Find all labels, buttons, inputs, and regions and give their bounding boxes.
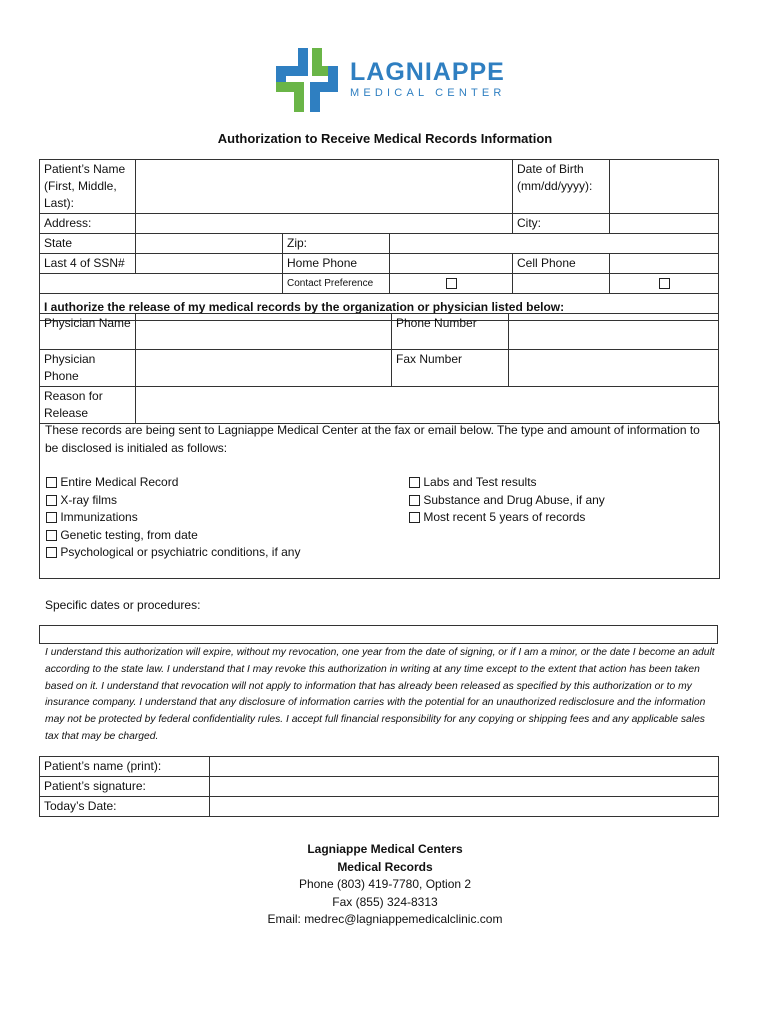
signature-field[interactable]: [210, 777, 719, 797]
dob-field[interactable]: [610, 160, 719, 214]
option-labs[interactable]: Labs and Test results: [409, 474, 605, 492]
specific-dates-label: Specific dates or procedures:: [45, 598, 201, 612]
checkbox-icon: [46, 512, 57, 523]
patient-name-field[interactable]: [136, 160, 513, 214]
patient-info-table: [39, 159, 719, 321]
contact-pref-label: Contact Preference: [283, 274, 390, 294]
ssn-label: Last 4 of SSN#: [40, 254, 136, 274]
cell-phone-field[interactable]: [610, 254, 719, 274]
dob-label: Date of Birth (mm/dd/yyyy):: [513, 160, 610, 214]
date-label: Today’s Date:: [40, 797, 210, 817]
signature-label: Patient’s signature:: [40, 777, 210, 797]
checkbox-icon: [409, 495, 420, 506]
reason-field[interactable]: [136, 387, 719, 424]
medical-cross-icon: [274, 46, 344, 116]
city-label: City:: [513, 214, 610, 234]
option-immunizations[interactable]: Immunizations: [46, 509, 300, 527]
release-heading: I authorize the release of my medical records by the organization or physician listed below:: [40, 294, 719, 321]
signature-table: [39, 756, 719, 817]
checkbox-icon: [46, 477, 57, 488]
checkbox-icon: [409, 512, 420, 523]
checkbox-icon: [409, 477, 420, 488]
address-label: Address:: [40, 214, 136, 234]
cell-phone-label: Cell Phone: [513, 254, 610, 274]
specific-dates-field[interactable]: [39, 625, 718, 644]
cell-phone-pref-checkbox[interactable]: [610, 274, 719, 294]
footer: [0, 841, 770, 929]
physician-name-label: Physician Name: [40, 314, 136, 350]
contact-pref-spacer-2: [513, 274, 610, 294]
options-right: [409, 474, 605, 527]
address-field[interactable]: [136, 214, 513, 234]
footer-org: Lagniappe Medical Centers: [307, 842, 463, 856]
physician-table: [39, 313, 719, 424]
fax-number-label: Fax Number: [392, 350, 509, 387]
fax-number-field[interactable]: [509, 350, 719, 387]
zip-label: Zip:: [283, 234, 390, 254]
physician-phone-field[interactable]: [136, 350, 392, 387]
footer-fax: Fax (855) 324-8313: [332, 894, 438, 909]
options-left: [46, 474, 300, 562]
records-intro: These records are being sent to Lagniappe Medical Center at the fax or email below. The type and amount of information to be disclosed is initialed as follows:: [45, 423, 700, 455]
ssn-field[interactable]: [136, 254, 283, 274]
option-substance[interactable]: Substance and Drug Abuse, if any: [409, 492, 605, 510]
records-box: [39, 421, 720, 579]
reason-label: Reason for Release: [40, 387, 136, 424]
option-psych[interactable]: Psychological or psychiatric conditions, if any: [46, 544, 300, 562]
footer-phone: Phone (803) 419-7780, Option 2: [298, 877, 472, 891]
state-label: State: [40, 234, 136, 254]
footer-dept: Medical Records: [337, 859, 433, 874]
print-name-field[interactable]: [210, 757, 719, 777]
logo-subtitle: MEDICAL CENTER: [350, 87, 506, 99]
date-field[interactable]: [210, 797, 719, 817]
logo-name: LAGNIAPPE: [350, 58, 505, 86]
checkbox-icon: [446, 278, 457, 289]
physician-phone-label: Physician Phone: [40, 350, 136, 387]
option-entire-record[interactable]: Entire Medical Record: [46, 474, 300, 492]
phone-number-field[interactable]: [509, 314, 719, 350]
checkbox-icon: [46, 530, 57, 541]
patient-name-label: Patient’s Name (First, Middle, Last):: [40, 160, 136, 214]
zip-field[interactable]: [390, 234, 719, 254]
state-field[interactable]: [136, 234, 283, 254]
option-genetic[interactable]: Genetic testing, from date: [46, 527, 300, 545]
form-title: Authorization to Receive Medical Records Information: [217, 131, 553, 146]
physician-name-field[interactable]: [136, 314, 392, 350]
home-phone-field[interactable]: [390, 254, 513, 274]
city-field[interactable]: [610, 214, 719, 234]
contact-pref-spacer: [40, 274, 283, 294]
authorization-disclaimer: I understand this authorization will expire, without my revocation, one year from the date of signing, or if I am a minor, or the date I become an adult according to the state law. I understand that I may revoke this authorization in writing at any time except to the extent that action has been taken based on it. I understand that revocation will not apply to information that has already been released as specified by this authorization or to my insurance company. I understand that any disclosure of information carries with the potential for an unauthorized redisclosure and the information may not be protected by federal confidentiality rules. I accept full financial responsibility for any copying or shipping fees and any applicable sales tax that may be charged.: [45, 647, 715, 742]
home-phone-label: Home Phone: [283, 254, 390, 274]
phone-number-label: Phone Number: [392, 314, 509, 350]
checkbox-icon: [46, 547, 57, 558]
print-name-label: Patient’s name (print):: [40, 757, 210, 777]
logo: [274, 46, 504, 116]
checkbox-icon: [659, 278, 670, 289]
option-recent-5-years[interactable]: Most recent 5 years of records: [409, 509, 605, 527]
footer-email[interactable]: Email: medrec@lagniappemedicalclinic.com: [267, 912, 503, 926]
option-xray[interactable]: X-ray films: [46, 492, 300, 510]
checkbox-icon: [46, 495, 57, 506]
home-phone-pref-checkbox[interactable]: [390, 274, 513, 294]
